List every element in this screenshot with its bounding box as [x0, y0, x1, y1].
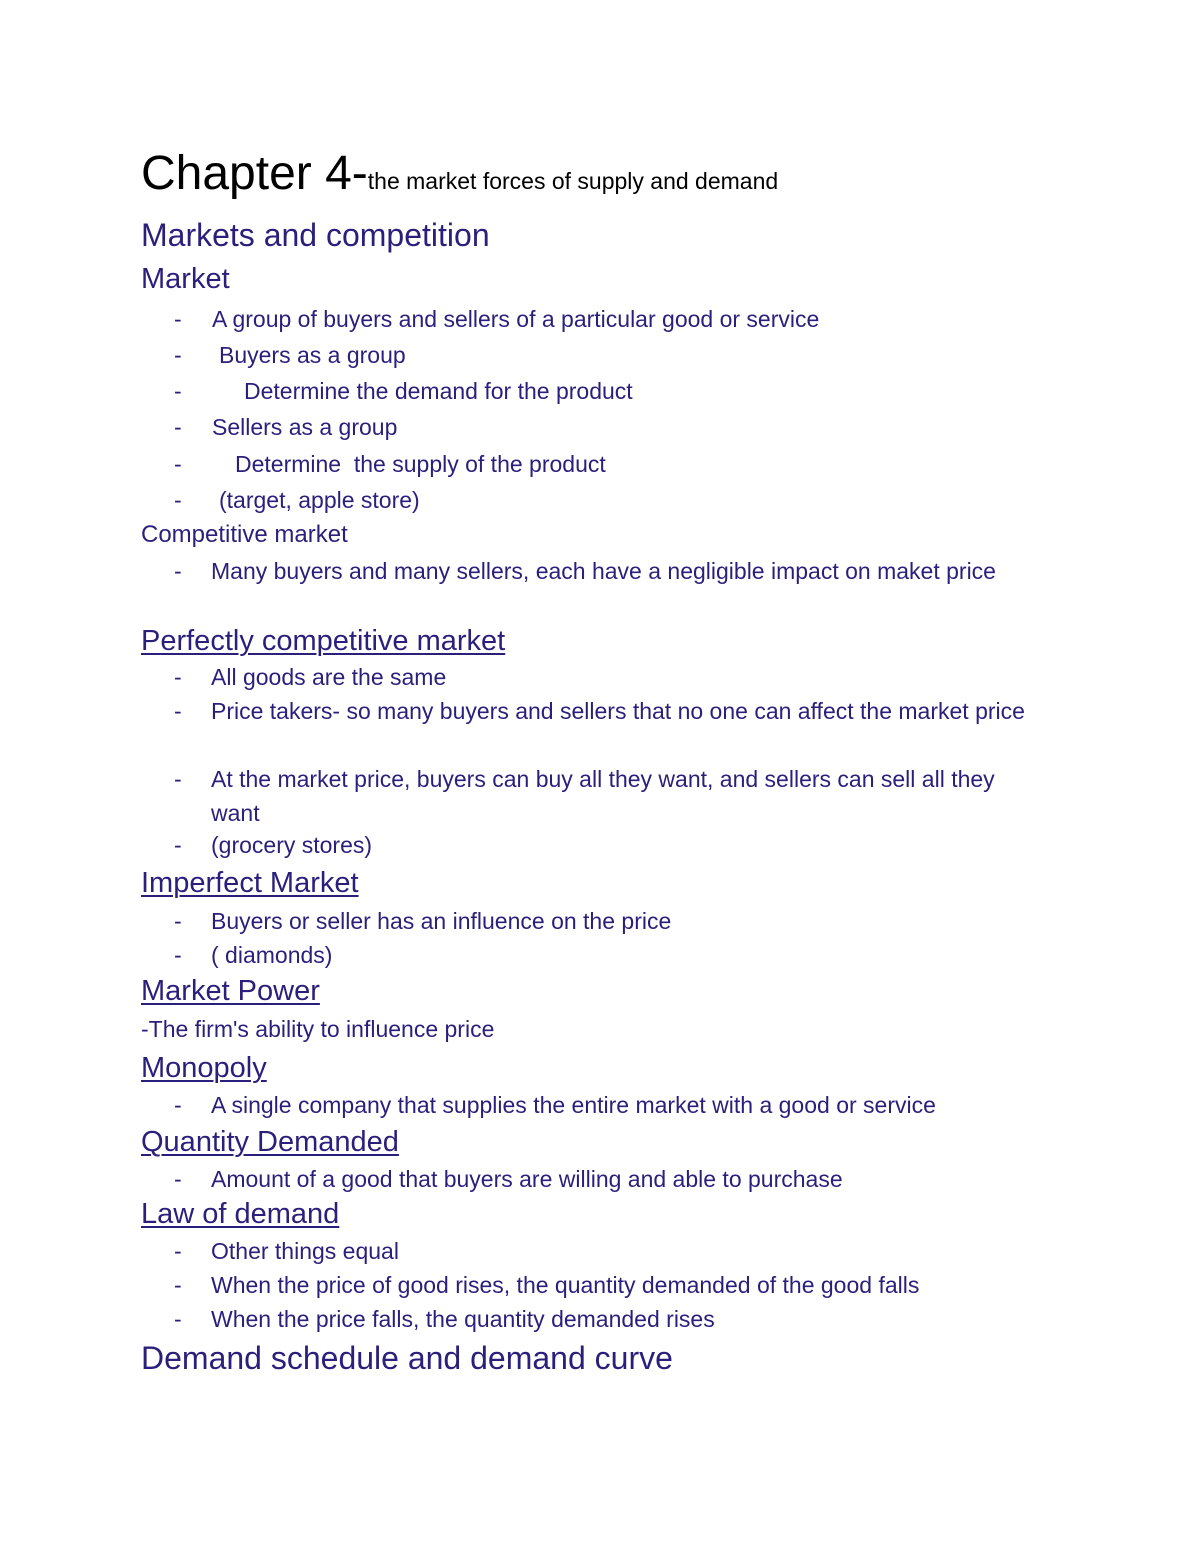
list-item: Many buyers and many sellers, each have a negligible impact on maket price — [211, 558, 996, 584]
list-item: Sellers as a group — [212, 414, 398, 440]
bullet-dash: - — [174, 698, 182, 724]
bullet-dash: - — [174, 414, 182, 440]
list-item: When the price of good rises, the quantity demanded of the good falls — [211, 1272, 920, 1298]
heading-market-power: Market Power — [141, 975, 320, 1007]
list-item: When the price falls, the quantity demanded rises — [211, 1306, 715, 1332]
list-item: Price takers- so many buyers and sellers that no one can affect the market price — [211, 698, 1025, 724]
chapter-title: Chapter 4- — [141, 147, 368, 200]
list-item: Other things equal — [211, 1238, 399, 1264]
section-heading-demand-schedule: Demand schedule and demand curve — [141, 1340, 673, 1376]
chapter-subtitle: the market forces of supply and demand — [367, 168, 779, 194]
heading-perfectly-competitive: Perfectly competitive market — [141, 625, 506, 657]
list-item: ( diamonds) — [211, 942, 333, 968]
bullet-dash: - — [174, 908, 182, 934]
bullet-dash: - — [174, 306, 182, 332]
list-item: (grocery stores) — [211, 832, 373, 858]
list-item: Buyers or seller has an influence on the price — [211, 908, 672, 934]
bullet-dash: - — [174, 342, 182, 368]
heading-market: Market — [141, 263, 230, 295]
list-item: Buyers as a group — [219, 342, 406, 368]
bullet-dash: - — [174, 1306, 182, 1332]
section-heading-markets: Markets and competition — [141, 217, 490, 253]
bullet-dash: - — [174, 487, 182, 513]
heading-imperfect-market: Imperfect Market — [141, 867, 359, 899]
list-item: Determine the demand for the product — [244, 378, 633, 404]
page-title — [141, 148, 778, 200]
list-item: All goods are the same — [211, 664, 447, 690]
bullet-dash: - — [174, 766, 182, 792]
bullet-dash: - — [174, 832, 182, 858]
list-item: At the market price, buyers can buy all they want, and sellers can sell all they want — [211, 766, 995, 826]
list-item: (target, apple store) — [219, 487, 420, 513]
bullet-dash: - — [174, 1238, 182, 1264]
heading-quantity-demanded: Quantity Demanded — [141, 1126, 399, 1158]
list-item: Determine the supply of the product — [235, 451, 606, 477]
bullet-dash: - — [174, 664, 182, 690]
bullet-dash: - — [174, 942, 182, 968]
bullet-dash: - — [174, 558, 182, 584]
market-power-definition: -The firm's ability to influence price — [141, 1016, 495, 1042]
heading-competitive-market: Competitive market — [141, 521, 348, 548]
bullet-dash: - — [174, 451, 182, 477]
list-item: A single company that supplies the entire market with a good or service — [211, 1092, 936, 1118]
bullet-dash: - — [174, 1092, 182, 1118]
heading-law-of-demand: Law of demand — [141, 1198, 340, 1230]
bullet-dash: - — [174, 378, 182, 404]
bullet-dash: - — [174, 1272, 182, 1298]
bullet-dash: - — [174, 1166, 182, 1192]
list-item: Amount of a good that buyers are willing and able to purchase — [211, 1166, 843, 1192]
heading-monopoly: Monopoly — [141, 1052, 267, 1084]
list-item: A group of buyers and sellers of a particular good or service — [212, 306, 820, 332]
